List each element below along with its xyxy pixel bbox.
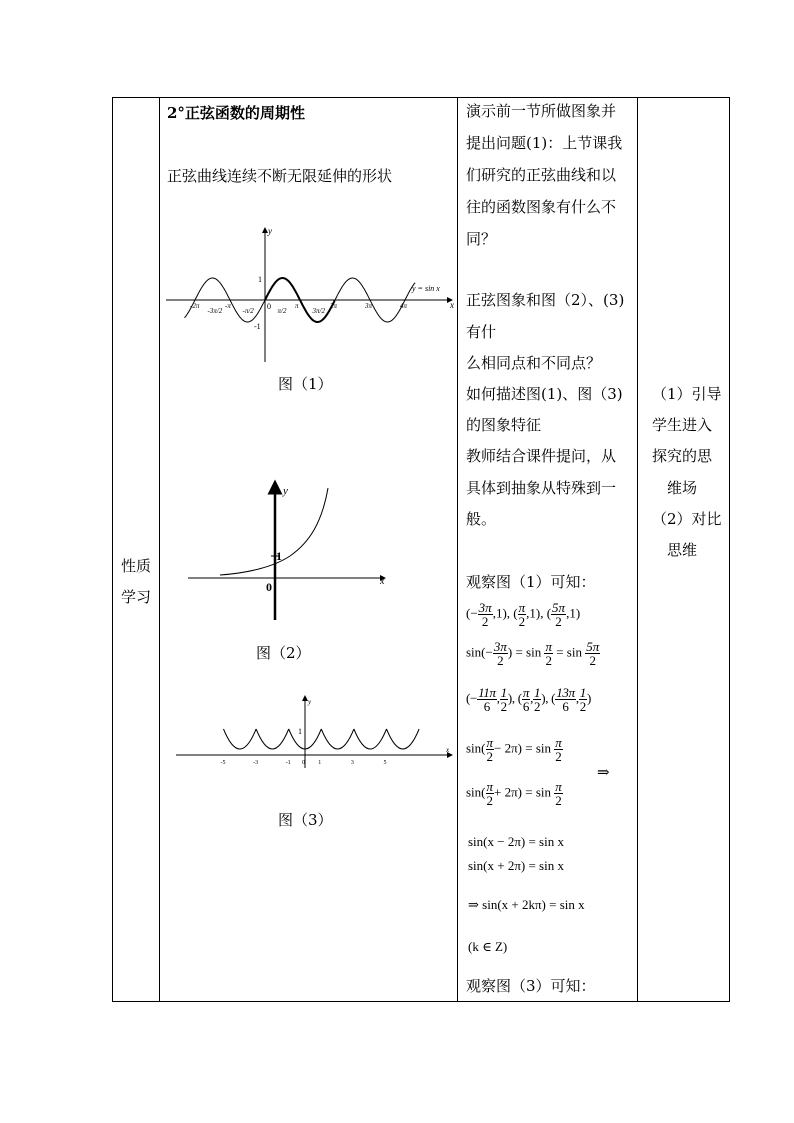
activity-line: 如何描述图(1)、图（3) [466, 385, 623, 403]
intent-line: （1）引导 [652, 385, 722, 403]
intro-text: 正弦曲线连续不断无限延伸的形状 [167, 167, 393, 185]
intent-line: 维场 [667, 479, 698, 497]
math-sin-equality-1: sin(− $\frac{3\pi}{2}$ ) = sin $\frac{\pi}{2}$ = sin $\frac{5\pi}{2}$ [466, 639, 600, 668]
activity-line: 们研究的正弦曲线和以 [466, 166, 617, 184]
fig2-x-label: x [380, 576, 385, 587]
fig3-tick-label: -1 [285, 760, 291, 766]
fig1-tick-label: 4π [400, 302, 408, 310]
math-sin-x-plus: sin(x + 2π) = sin x [468, 858, 564, 873]
section-label-line1: 性质 [121, 557, 152, 575]
fig1-one-label: 1 [258, 275, 262, 284]
math-sin-shift-plus: sin( $\frac{\pi}{2}$ + 2π) = sin $\frac{\pi}{2}$ [466, 779, 562, 808]
fig2-y-label: y [283, 485, 288, 497]
intent-line: 思维 [667, 541, 698, 559]
intent-line: 探究的思 [652, 447, 713, 465]
math-points-1: (− $\frac{3\pi}{2}$ ,1), ( $\frac{\pi}{2}$ ,1), ( $\frac{5\pi}{2}$ ,1) [466, 600, 581, 629]
figure-3-caption: 图（3） [278, 811, 333, 829]
fig1-tick-label: -π/2 [242, 307, 254, 315]
fig1-tick-label: 3π/2 [312, 307, 325, 315]
fig3-tick-labels [221, 760, 387, 766]
implies-arrow: ⇒ [597, 763, 610, 781]
figure-2-caption: 图（2） [256, 644, 311, 662]
fig3-x-label: x [446, 746, 450, 754]
fig1-tick-label: -3π/2 [207, 307, 223, 315]
figure-3-periodic-arcs-graph [172, 692, 454, 772]
activity-line: 演示前一节所做图象并 [466, 102, 617, 120]
fig3-tick-label: 0 [302, 760, 305, 766]
figure-2-exponential-graph [180, 478, 390, 623]
fig3-tick-label: -3 [253, 760, 259, 766]
fig3-tick-label: 5 [383, 760, 387, 766]
activity-line: 么相同点和不同点？ [466, 354, 602, 372]
math-points-2: (− $\frac{11\pi}{6}$ , $\frac{1}{2}$ ), ( $\frac{\pi}{6}$ , $\frac{1}{2}$ ), ( $\frac{13\pi}{6}$ , $\frac{1}{2}$ ) [466, 685, 591, 714]
fig3-arc-curve [224, 729, 420, 749]
intent-line: （2）对比 [652, 510, 722, 528]
fig2-one-label: 1 [276, 549, 282, 563]
fig2-origin-label: 0 [266, 580, 272, 594]
fig1-tick-label: -π [225, 302, 231, 310]
activity-line: 有什 [466, 323, 497, 341]
fig1-x-label: x [450, 300, 454, 310]
activity-line: 同？ [466, 230, 497, 248]
activity-line: 观察图（1）可知： [466, 573, 596, 591]
fig3-y-label: y [308, 698, 312, 706]
activity-line: 具体到抽象从特殊到一 [466, 479, 617, 497]
activity-line: 往的函数图象有什么不 [466, 198, 617, 216]
fig3-tick-label: 1 [318, 760, 322, 766]
activity-line: 教师结合课件提问，从 [466, 447, 617, 465]
fig1-y-label: y [268, 226, 272, 236]
fig1-tick-label: π/2 [277, 307, 287, 315]
section-label-line2: 学习 [121, 588, 152, 606]
fig1-minus-one-label: -1 [254, 322, 261, 331]
fig3-tick-label: -5 [220, 760, 226, 766]
figure-1-caption: 图（1） [278, 375, 333, 393]
fig3-tick-label: 3 [350, 760, 354, 766]
activity-line: 观察图（3）可知： [466, 977, 596, 995]
fig1-origin-label: 0 [267, 302, 271, 311]
activity-line: 提出问题(1)：上节课我 [466, 134, 623, 152]
intent-line: 学生进入 [652, 416, 713, 434]
math-sin-general: ⇒ sin(x + 2kπ) = sin x [468, 897, 585, 912]
fig1-tick-label: -2π [190, 302, 200, 310]
section-heading: 2°正弦函数的周期性 [167, 104, 305, 122]
figure-1-sine-graph [162, 222, 458, 367]
math-sin-x-minus: sin(x − 2π) = sin x [468, 834, 564, 849]
fig1-tick-label: 3π [365, 302, 373, 310]
fig1-tick-label: π [295, 302, 299, 310]
activity-line: 般。 [466, 510, 497, 528]
activity-line: 的图象特征 [466, 416, 542, 434]
activity-line: 正弦图象和图（2）、(3) [466, 291, 625, 309]
fig1-curve-label: y = sin x [412, 284, 440, 293]
fig3-one-label: 1 [298, 727, 302, 736]
fig1-tick-label: 2π [330, 302, 338, 310]
math-sin-shift-minus: sin( $\frac{\pi}{2}$ − 2π) = sin $\frac{\pi}{2}$ [466, 735, 562, 764]
math-k-in-z: (k ∈ Z) [468, 939, 508, 954]
